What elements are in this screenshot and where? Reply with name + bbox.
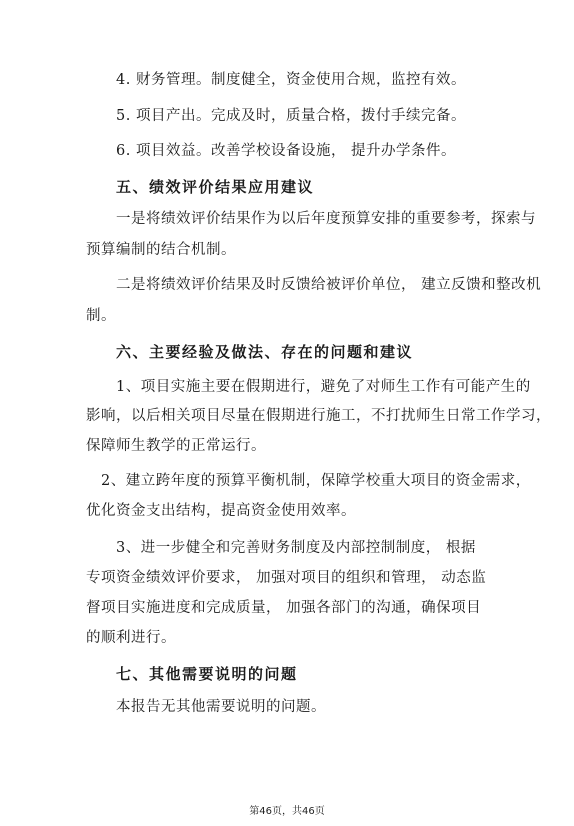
section-5-paragraph-1-line-2: 预算编制的结合机制。 <box>86 242 236 258</box>
section-6-paragraph-3-line-3: 督项目实施进度和完成质量， 加强各部门的沟通，确保项目 <box>86 600 482 616</box>
section-6-paragraph-1-line-1: 1、项目实施主要在假期进行，避免了对师生工作有可能产生的 <box>116 379 531 395</box>
section-6-heading: 六、主要经验及做法、存在的问题和建议 <box>116 343 414 361</box>
section-5-paragraph-2-line-1: 二是将绩效评价结果及时反馈给被评价单位， 建立反馈和整改机 <box>116 277 542 293</box>
section-7-heading: 七、其他需要说明的问题 <box>116 665 298 683</box>
section-5-paragraph-1-line-1: 一是将绩效评价结果作为以后年度预算安排的重要参考，探索与 <box>116 211 536 227</box>
section-6-paragraph-2-line-1: 2、建立跨年度的预算平衡机制，保障学校重大项目的资金需求， <box>101 473 531 489</box>
item-4: 4. 财务管理。制度健全，资金使用合规，监控有效。 <box>116 72 466 88</box>
section-6-paragraph-2-line-2: 优化资金支出结构，提高资金使用效率。 <box>86 503 356 519</box>
item-5: 5. 项目产出。完成及时，质量合格，拨付手续完备。 <box>116 108 466 124</box>
section-6-paragraph-3-line-2: 专项资金绩效评价要求， 加强对项目的组织和管理， 动态监 <box>86 570 487 586</box>
section-5-heading: 五、绩效评价结果应用建议 <box>116 178 315 196</box>
page-footer: 第46页，共46页 <box>249 806 325 817</box>
section-6-paragraph-1-line-3: 保障师生教学的正常运行。 <box>86 438 266 454</box>
section-6-paragraph-1-line-2: 影响，以后相关项目尽量在假期进行施工，不打扰师生日常工作学习， <box>86 408 551 424</box>
section-6-paragraph-3-line-1: 3、进一步健全和完善财务制度及内部控制制度， 根据 <box>116 540 476 556</box>
section-5-paragraph-2-line-2: 制。 <box>86 308 116 324</box>
section-6-paragraph-3-line-4: 的顺利进行。 <box>86 630 176 646</box>
item-6: 6. 项目效益。改善学校设备设施， 提升办学条件。 <box>116 143 457 159</box>
section-7-paragraph-1: 本报告无其他需要说明的问题。 <box>116 699 326 715</box>
